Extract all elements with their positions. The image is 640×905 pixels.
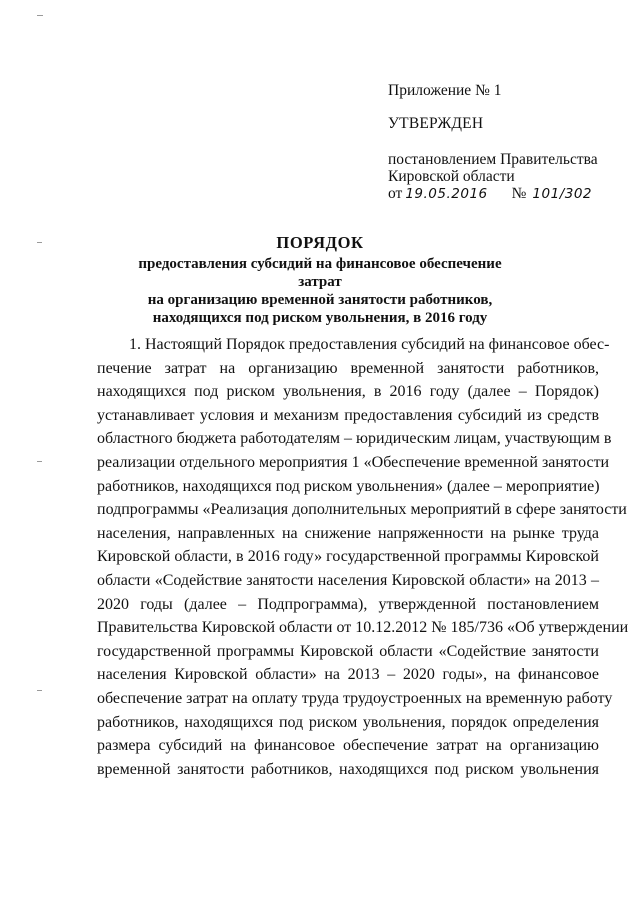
title-subline: находящихся под риском увольнения, в 2016 году — [152, 310, 488, 326]
body-paragraph — [97, 333, 629, 781]
body-line: работников, находящихся под риском увольнения, порядок определения — [97, 713, 599, 731]
number-prefix: № — [511, 185, 527, 202]
date-number-row — [388, 185, 628, 203]
title-subline: предоставления субсидий на финансовое обеспечение затрат — [138, 256, 502, 290]
body-line: Кировской области, в 2016 году» государственной программы Кировской — [97, 548, 599, 566]
body-line: находящихся под риском увольнения, в 2016 году (далее – Порядок) — [97, 383, 599, 401]
body-line: печение затрат на организацию временной занятости работников, — [97, 359, 599, 377]
document-title: ПОРЯДОК — [276, 233, 364, 252]
scan-mark — [37, 690, 42, 691]
handwritten-date: 19.05.2016 — [405, 186, 488, 202]
body-line: обеспечение затрат на оплату труда трудоустроенных на временную работу — [97, 689, 613, 707]
approval-block — [388, 82, 628, 203]
handwritten-number: 101/302 — [532, 186, 593, 202]
body-line: устанавливает условия и механизм предоставления субсидий из средств — [97, 406, 599, 424]
resolution-line: Кировской области — [388, 168, 515, 185]
body-line: государственной программы Кировской области «Содействие занятости — [97, 642, 599, 660]
body-line: населения Кировской области» на 2013 – 2020 годы», на финансовое — [97, 666, 599, 684]
document-title-block — [120, 233, 520, 327]
scan-mark — [37, 461, 42, 462]
title-subline: на организацию временной занятости работников, — [147, 292, 493, 308]
body-line: подпрограммы «Реализация дополнительных мероприятий в сфере занятости — [97, 501, 627, 519]
body-line: областного бюджета работодателям – юридическим лицам, участвующим в — [97, 430, 612, 448]
body-line: населения, направленных на снижение напряженности на рынке труда — [97, 524, 599, 542]
body-line: реализации отдельного мероприятия 1 «Обеспечение временной занятости — [97, 453, 610, 471]
approved-label: УТВЕРЖДЕН — [388, 115, 484, 132]
body-line: работников, находящихся под риском увольнения» (далее – мероприятие) — [97, 477, 600, 495]
body-line: области «Содействие занятости населения Кировской области» на 2013 – — [97, 571, 599, 589]
body-line: 1. Настоящий Порядок предоставления субсидий на финансовое обес- — [129, 336, 610, 353]
body-line: Правительства Кировской области от 10.12.2012 № 185/736 «Об утверждении — [97, 619, 629, 637]
date-prefix: от — [388, 185, 403, 202]
body-line: размера субсидий на финансовое обеспечение затрат на организацию — [97, 737, 599, 755]
body-line: 2020 годы (далее – Подпрограмма), утвержденной постановлением — [97, 595, 599, 613]
scan-mark — [37, 242, 42, 243]
annex-label: Приложение № 1 — [388, 82, 502, 99]
resolution-line: постановлением Правительства — [388, 151, 598, 168]
scan-mark — [37, 15, 43, 16]
body-line: временной занятости работников, находящихся под риском увольнения — [97, 760, 599, 778]
